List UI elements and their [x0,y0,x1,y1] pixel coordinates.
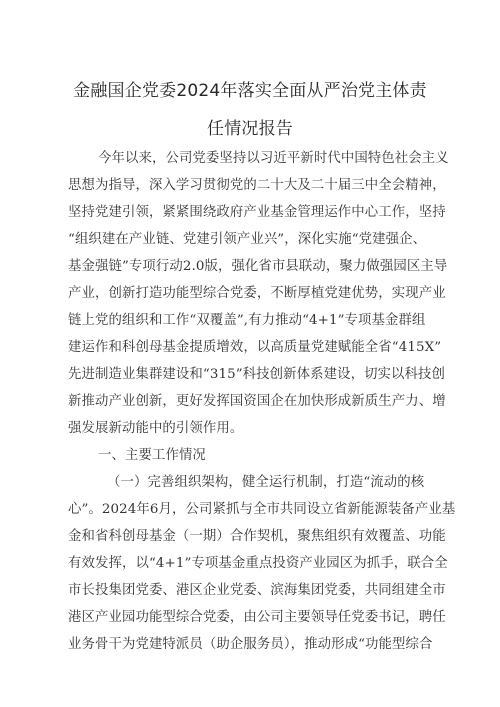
paragraph-line: 基金强链”专项行动2.0版，强化省市县联动，聚力做强园区主导 [68,259,448,274]
paragraph-line: “组织建在产业链、党建引领产业兴”，深化实施“党建强企、 [68,232,427,247]
paragraph-line: 坚持党建引领，紧紧围绕政府产业基金管理运作中心工作，坚持 [68,205,446,220]
paragraph-line: 思想为指导，深入学习贯彻党的二十大及二十届三中全会精神， [68,178,446,193]
paragraph-line: 金和省科创母基金（一期）合作契机，聚焦组织有效覆盖、功能 [68,529,446,544]
paragraph-line: 心”。2024年6月，公司紧抓与全市共同设立省新能源装备产业基 [68,502,456,517]
document-title-line-1: 金融国企党委2024年落实全面从严治党主体责 [73,81,427,101]
paragraph-line: 有效发挥，以“4+1”专项基金重点投资产业园区为抓手，联合全 [68,556,448,571]
paragraph-line: 市长投集团党委、港区企业党委、滨海集团党委，共同组建全市 [68,583,446,598]
paragraph-line: 港区产业园功能型综合党委，由公司主要领导任党委书记，聘任 [68,610,446,625]
paragraph-line: 产业，创新打造功能型综合党委，不断厚植党建优势，实现产业 [68,286,446,301]
section-heading: 一、主要工作情况 [98,448,206,463]
paragraph-line: 建运作和科创母基金提质增效，以高质量党建赋能全省“415X” [68,340,442,355]
paragraph-line: 强发展新动能中的引领作用。 [68,421,244,436]
document-title-line-2: 任情况报告 [207,119,293,139]
paragraph-line: 先进制造业集群建设和“315”科技创新体系建设，切实以科技创 [68,367,446,382]
subsection-heading: （一）完善组织架构，健全运行机制，打造“流动的核 [107,475,425,490]
paragraph-line: 今年以来，公司党委坚持以习近平新时代中国特色社会主义 [98,151,449,166]
paragraph-line: 链上党的组织和工作“双覆盖”,有力推动“4+1”专项基金群组 [68,313,426,328]
paragraph-line: 新推动产业创新，更好发挥国资国企在加快形成新质生产力、增 [68,394,446,409]
paragraph-line: 业务骨干为党建特派员（助企服务员），推动形成“功能型综合 [68,637,433,652]
